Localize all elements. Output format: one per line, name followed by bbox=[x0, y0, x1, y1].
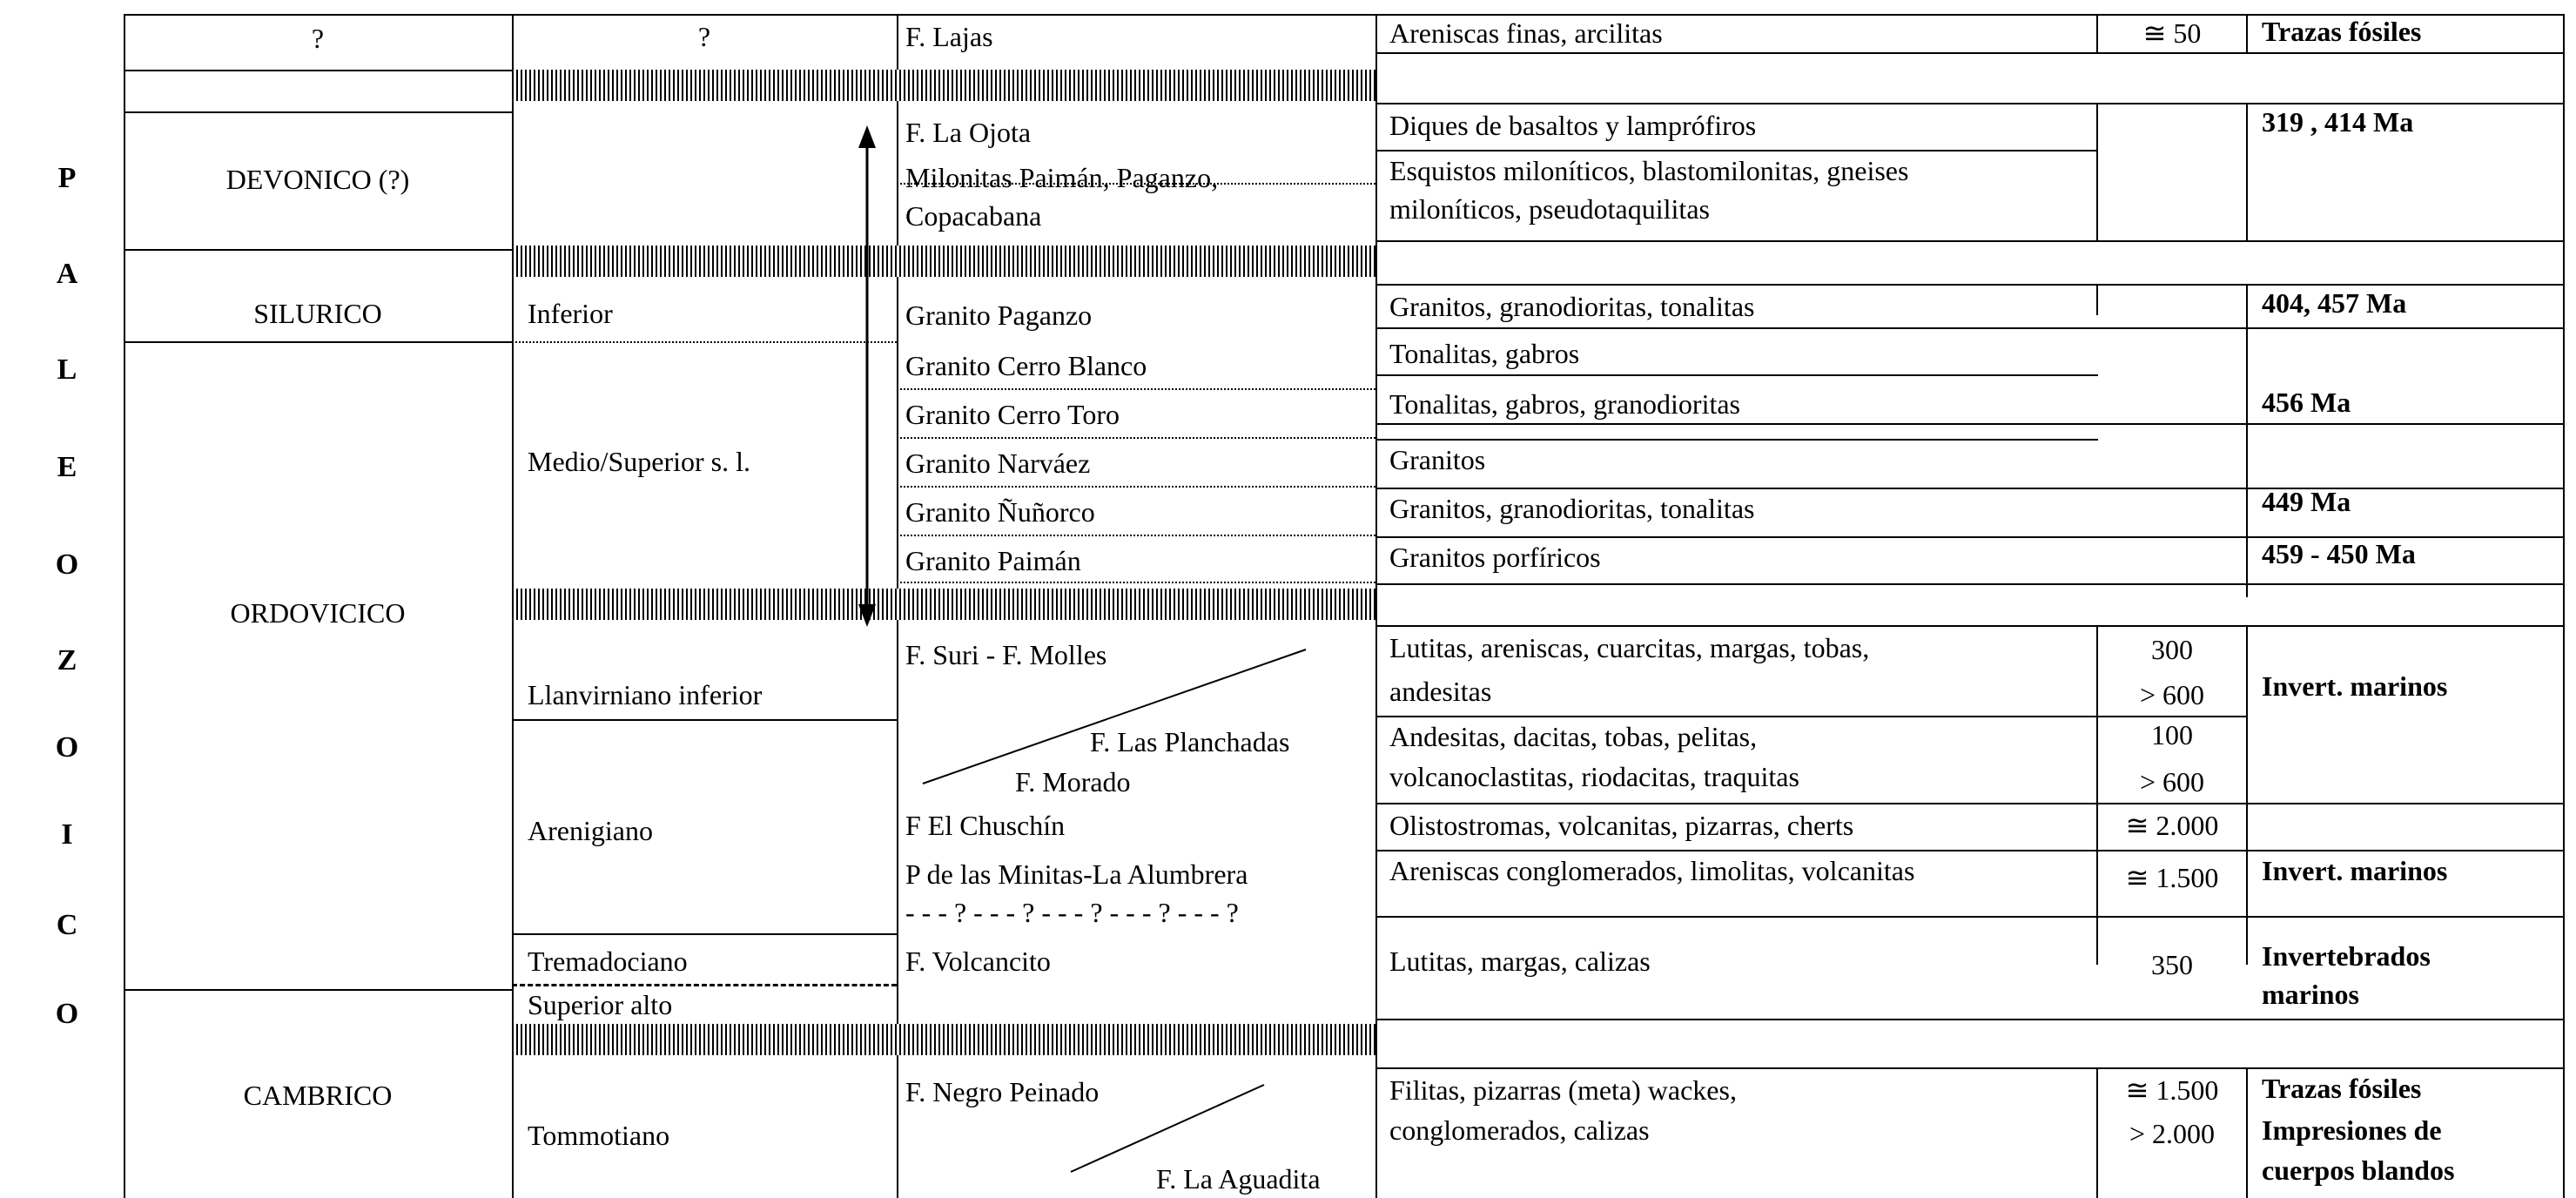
period-unknown: ? bbox=[311, 23, 325, 54]
remark-negro-peinado-line3: cuerpos blandos bbox=[2262, 1154, 2455, 1186]
remark-lajas: Trazas fósiles bbox=[2262, 16, 2422, 47]
thickness-las-planchadas-line2: > 600 bbox=[2139, 766, 2205, 798]
remark-negro-peinado-line1: Trazas fósiles bbox=[2262, 1073, 2422, 1104]
period-devonico: DEVONICO (?) bbox=[225, 164, 410, 195]
unit-la-ojota: F. La Ojota bbox=[905, 117, 1032, 148]
lithology-milonitas-line1: Esquistos miloníticos, blastomilonitas, gneises bbox=[1389, 155, 1909, 186]
subdivision-superior-alto: Superior alto bbox=[528, 989, 673, 1020]
unit-minitas: P de las Minitas-La Alumbrera bbox=[905, 858, 1248, 890]
lithology-paganzo: Granitos, granodioritas, tonalitas bbox=[1389, 291, 1755, 322]
arrow-down-icon bbox=[858, 604, 876, 627]
era-letter: O bbox=[55, 731, 79, 764]
lithology-negro-peinado-line1: Filitas, pizarras (meta) wackes, bbox=[1389, 1074, 1737, 1106]
lithology-lajas: Areniscas finas, arcilitas bbox=[1389, 17, 1663, 49]
lithology-chuschin: Olistostromas, volcanitas, pizarras, cherts bbox=[1389, 810, 1854, 841]
period-cambrico: CAMBRICO bbox=[243, 1080, 393, 1111]
lithology-cerro-blanco: Tonalitas, gabros bbox=[1389, 338, 1580, 369]
era-letter: L bbox=[57, 353, 77, 386]
remark-cerro-toro: 456 Ma bbox=[2262, 387, 2351, 418]
thickness-las-planchadas-line1: 100 bbox=[2151, 719, 2193, 750]
thickness-minitas: ≅ 1.500 bbox=[2125, 862, 2219, 893]
thickness-suri-molles-line1: 300 bbox=[2151, 634, 2193, 665]
lithology-narvaez: Granitos bbox=[1389, 444, 1486, 475]
unit-milonitas-line2: Copacabana bbox=[905, 200, 1042, 232]
lithology-suri-molles-line2: andesitas bbox=[1389, 676, 1492, 707]
thickness-negro-peinado-line2: > 2.000 bbox=[2129, 1118, 2216, 1149]
unit-paiman: Granito Paimán bbox=[905, 545, 1081, 576]
unit-volcancito: F. Volcancito bbox=[905, 946, 1051, 977]
era-letter: C bbox=[56, 909, 78, 941]
subdivision-tommotiano: Tommotiano bbox=[528, 1120, 670, 1151]
remark-nunorco: 449 Ma bbox=[2262, 486, 2351, 517]
remark-suri-molles: Invert. marinos bbox=[2262, 670, 2448, 702]
era-letter: O bbox=[55, 998, 79, 1030]
lithology-minitas: Areniscas conglomerados, limolitas, volcanitas bbox=[1389, 855, 1915, 886]
subdivision-tremadociano: Tremadociano bbox=[528, 946, 688, 977]
subdivision-unknown: ? bbox=[697, 21, 711, 52]
thickness-lajas: ≅ 50 bbox=[2142, 17, 2202, 49]
lithology-volcancito: Lutitas, margas, calizas bbox=[1389, 946, 1651, 977]
lithology-la-ojota: Diques de basaltos y lamprófiros bbox=[1389, 110, 1757, 141]
unit-la-aguadita: F. La Aguadita bbox=[1156, 1163, 1321, 1195]
lithology-nunorco: Granitos, granodioritas, tonalitas bbox=[1389, 493, 1755, 524]
period-silurico: SILURICO bbox=[253, 298, 382, 329]
era-letter: I bbox=[61, 818, 73, 851]
thickness-chuschin: ≅ 2.000 bbox=[2125, 810, 2219, 841]
unit-cerro-toro: Granito Cerro Toro bbox=[905, 399, 1120, 430]
lithology-las-planchadas-line2: volcanoclastitas, riodacitas, traquitas bbox=[1389, 761, 1799, 792]
era-letter: Z bbox=[57, 644, 77, 676]
unit-suri-molles: F. Suri - F. Molles bbox=[905, 639, 1107, 670]
unit-las-planchadas: F. Las Planchadas bbox=[1090, 726, 1290, 757]
remark-volcancito-line2: marinos bbox=[2262, 979, 2359, 1010]
unit-narvaez: Granito Narváez bbox=[905, 448, 1091, 479]
unit-paganzo: Granito Paganzo bbox=[905, 300, 1093, 331]
lithology-negro-peinado-line2: conglomerados, calizas bbox=[1389, 1114, 1650, 1146]
unit-milonitas-line1: Milonitas Paimán, Paganzo, bbox=[905, 162, 1219, 193]
lithology-paiman: Granitos porfíricos bbox=[1389, 542, 1601, 573]
diagonal-line bbox=[1071, 1085, 1264, 1172]
unit-negro-peinado: F. Negro Peinado bbox=[905, 1076, 1100, 1107]
remark-la-ojota: 319 , 414 Ma bbox=[2262, 106, 2414, 138]
subdivision-llanvirniano: Llanvirniano inferior bbox=[528, 679, 763, 710]
unit-nunorco: Granito Ñuñorco bbox=[905, 496, 1095, 528]
arrow-up-icon bbox=[858, 125, 876, 148]
lithology-milonitas-line2: miloníticos, pseudotaquilitas bbox=[1389, 193, 1710, 225]
remark-paiman: 459 - 450 Ma bbox=[2262, 538, 2416, 569]
remark-volcancito-line1: Invertebrados bbox=[2262, 940, 2431, 972]
remark-minitas: Invert. marinos bbox=[2262, 855, 2448, 886]
thickness-suri-molles-line2: > 600 bbox=[2139, 679, 2205, 710]
era-letter: O bbox=[55, 549, 79, 581]
thickness-negro-peinado-line1: ≅ 1.500 bbox=[2125, 1074, 2219, 1106]
period-ordovicico: ORDOVICICO bbox=[230, 597, 406, 629]
era-letter: P bbox=[57, 162, 77, 194]
unit-uncertain-row: - - - ? - - - ? - - - ? - - - ? - - - ? bbox=[905, 897, 1239, 928]
subdivision-medio-superior: Medio/Superior s. l. bbox=[528, 446, 750, 477]
unit-chuschin: F El Chuschín bbox=[905, 810, 1066, 841]
era-letter: A bbox=[56, 258, 78, 290]
unit-cerro-blanco: Granito Cerro Blanco bbox=[905, 350, 1147, 381]
subdivision-arenigiano: Arenigiano bbox=[528, 815, 653, 846]
unit-morado: F. Morado bbox=[1015, 766, 1131, 798]
thickness-volcancito: 350 bbox=[2151, 949, 2193, 980]
lithology-suri-molles-line1: Lutitas, areniscas, cuarcitas, margas, tobas, bbox=[1389, 632, 1870, 663]
subdivision-inferior: Inferior bbox=[528, 298, 613, 329]
era-letter: E bbox=[57, 451, 77, 483]
remark-negro-peinado-line2: Impresiones de bbox=[2262, 1114, 2442, 1146]
remark-paganzo: 404, 457 Ma bbox=[2262, 287, 2407, 319]
unit-lajas: F. Lajas bbox=[905, 21, 993, 52]
lithology-las-planchadas-line1: Andesitas, dacitas, tobas, pelitas, bbox=[1389, 721, 1758, 752]
lithology-cerro-toro: Tonalitas, gabros, granodioritas bbox=[1389, 388, 1740, 420]
